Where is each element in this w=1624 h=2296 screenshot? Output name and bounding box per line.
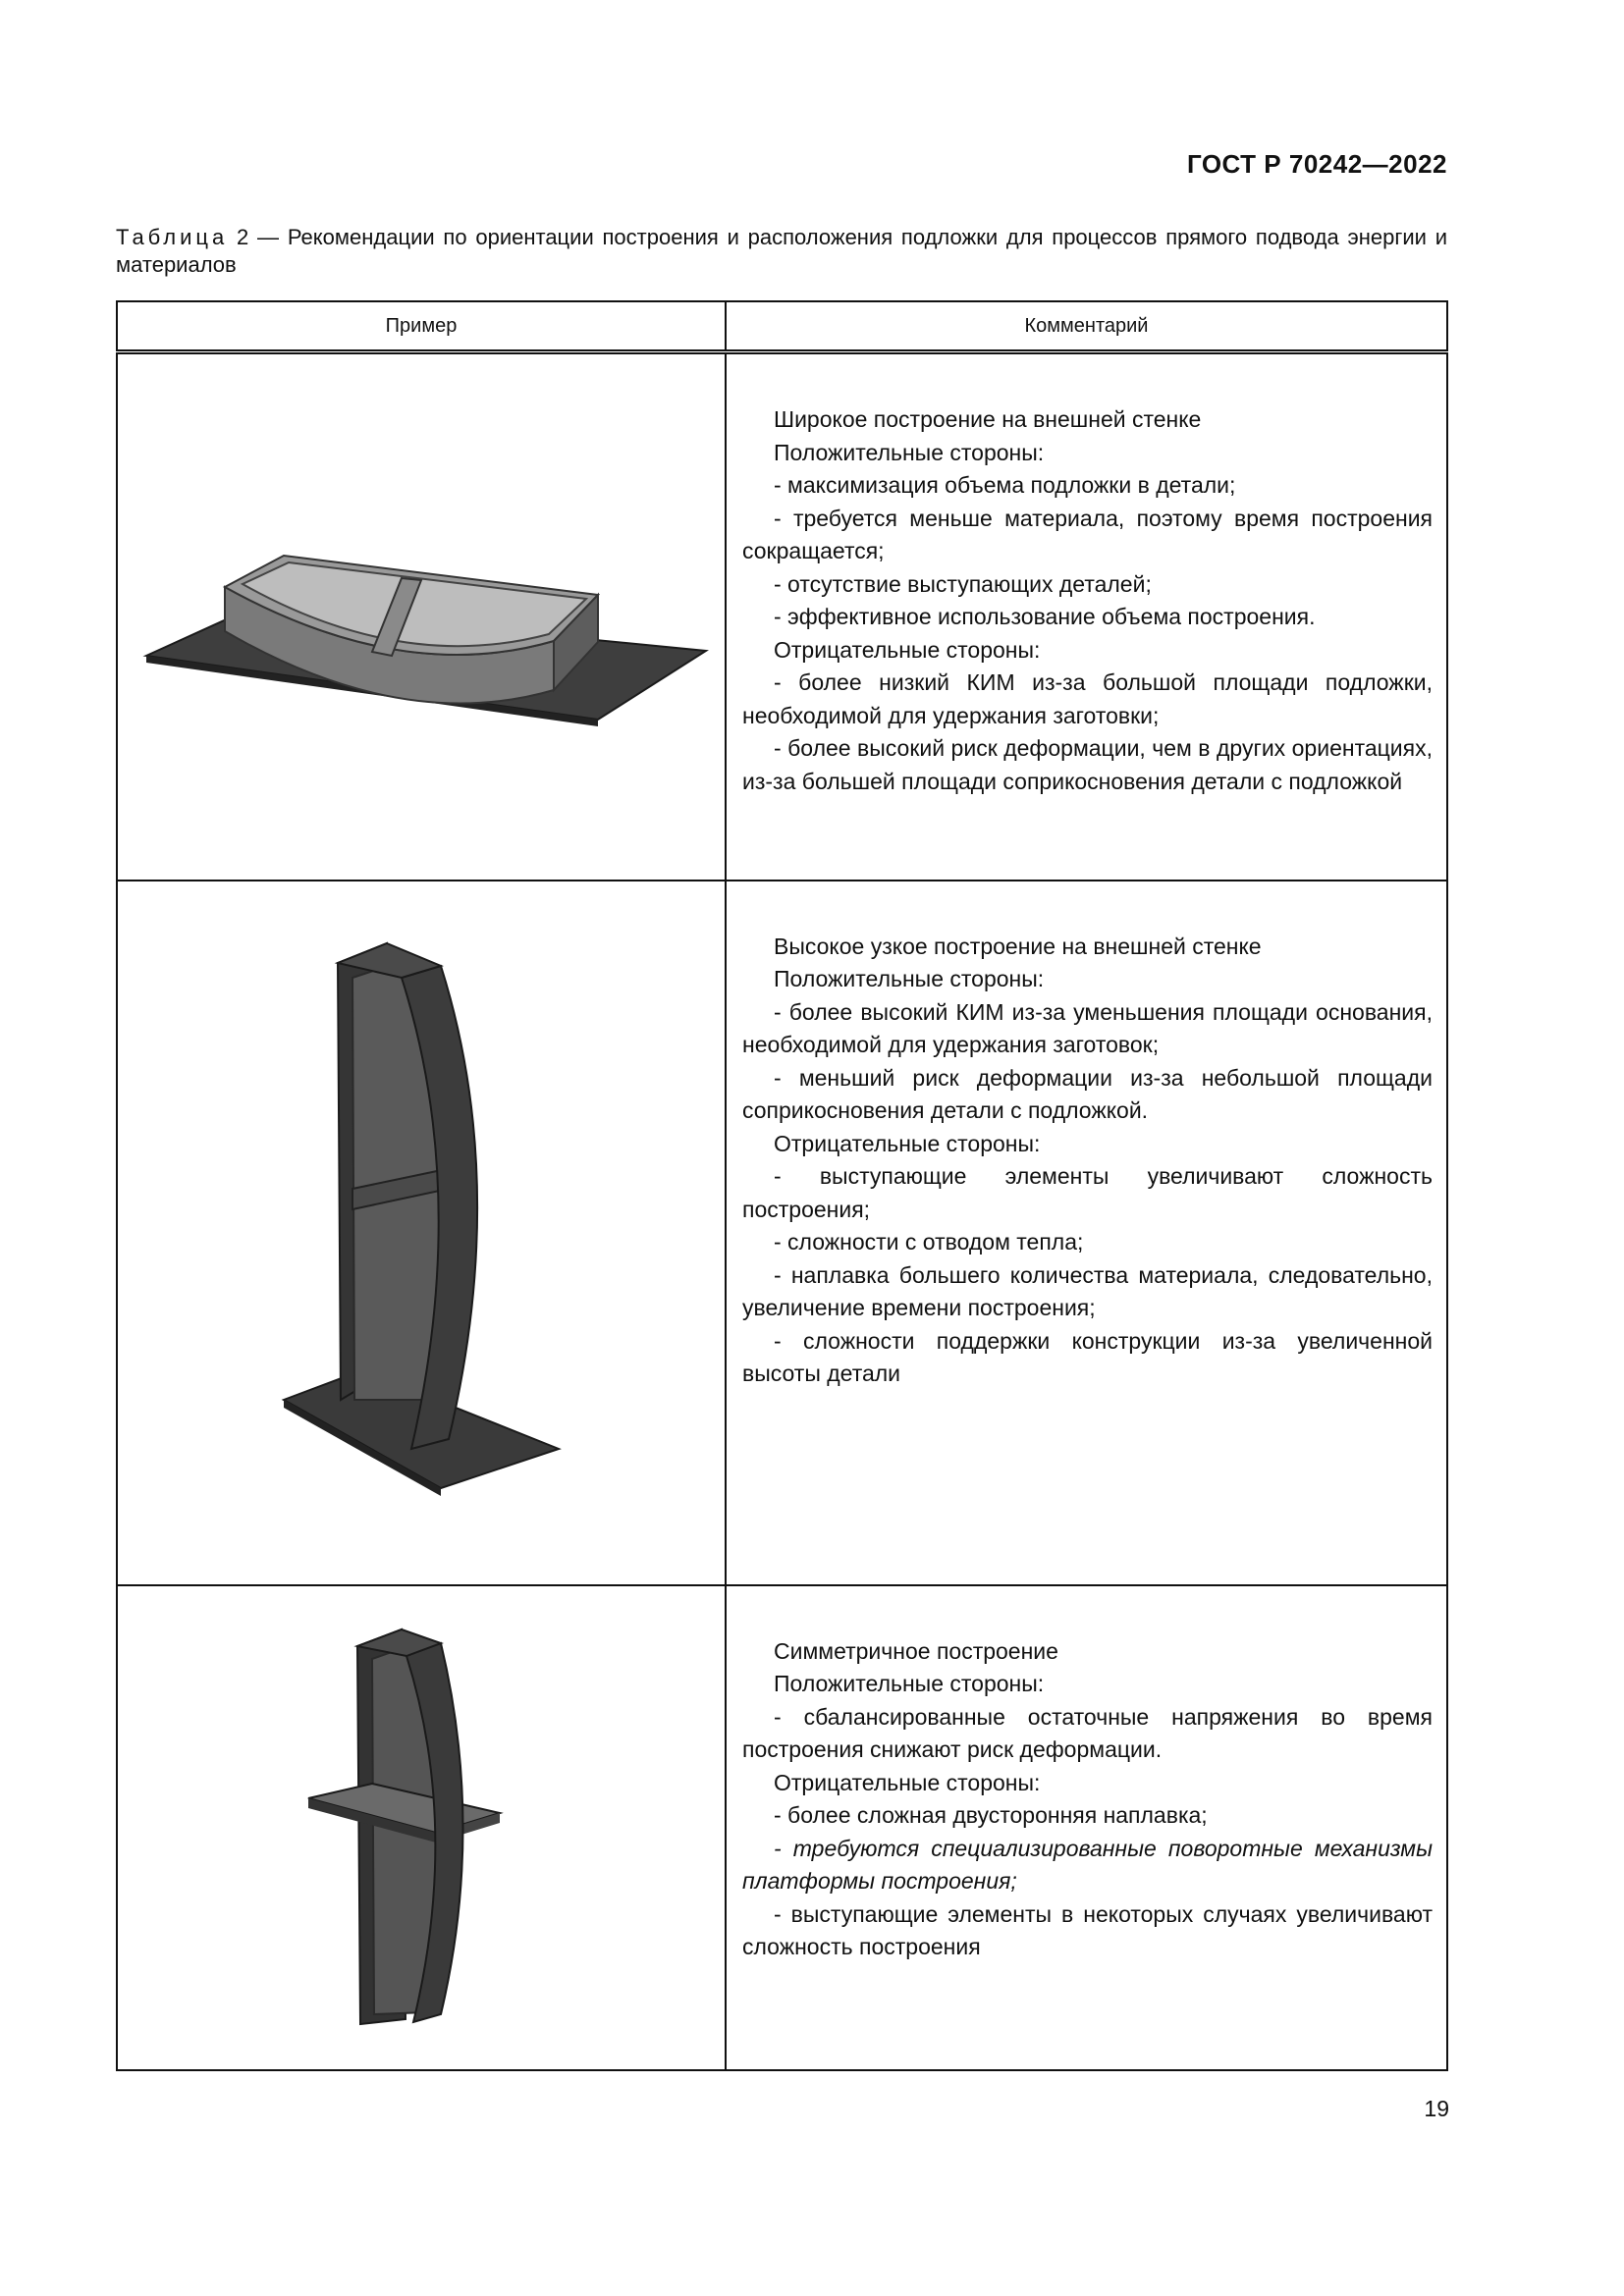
comment-line: - отсутствие выступающих деталей; <box>774 570 1152 597</box>
standard-code: ГОСТ Р 70242—2022 <box>1186 149 1447 179</box>
comment-line: - максимизация объема подложки в детали; <box>774 472 1236 498</box>
comment-line: Широкое построение на внешней стенке <box>774 406 1202 432</box>
comment-line: Отрицательные стороны: <box>774 636 1041 663</box>
figure-cell <box>117 352 726 881</box>
comment-line: Отрицательные стороны: <box>774 1769 1041 1795</box>
comment-line: - более высокий КИМ из-за уменьшения площади основания, необходимой для удержания заготовок; <box>742 998 1433 1057</box>
comment-line: - сложности с отводом тепла; <box>774 1229 1084 1255</box>
wide-build-figure <box>127 469 716 764</box>
page-number: 19 <box>1424 2096 1449 2121</box>
comment-line: - меньший риск деформации из-за небольшой площади соприкосновения детали с подложкой. <box>742 1064 1433 1123</box>
table-row <box>117 881 1447 1585</box>
comment-line: - более высокий риск деформации, чем в других ориентациях, из-за большей площади соприкосновения детали с подложкой <box>742 735 1433 794</box>
comment-line: - эффективное использование объема построения. <box>774 604 1316 629</box>
comment-cell <box>726 1585 1447 2070</box>
comment-line: - требуются специализированные поворотные механизмы платформы построения; <box>742 1835 1433 1894</box>
comment-line: - выступающие элементы увеличивают сложность построения; <box>742 1163 1433 1222</box>
comment-line: - выступающие элементы в некоторых случаях увеличивают сложность построения <box>742 1900 1433 1959</box>
comment-cell <box>726 881 1447 1585</box>
tall-narrow-build-figure <box>274 938 568 1527</box>
table-row <box>117 1585 1447 2070</box>
comment-line: Симметричное построение <box>774 1637 1058 1664</box>
orientation-table <box>116 300 1448 2071</box>
comment-line: - более сложная двусторонняя наплавка; <box>774 1802 1208 1828</box>
table-header-row <box>117 301 1447 352</box>
table-caption-label: Таблица <box>116 225 229 249</box>
comment-line: Положительные стороны: <box>774 1671 1045 1696</box>
comment-line: - требуется меньше материала, поэтому время построения сокращается; <box>742 505 1433 563</box>
comment-line: - сбалансированные остаточные напряжения во время построения снижают риск деформации. <box>742 1703 1433 1762</box>
comment-line: Положительные стороны: <box>774 966 1045 991</box>
comment-line: Высокое узкое построение на внешней стенке <box>774 933 1262 959</box>
table-caption <box>116 224 1447 279</box>
table-row <box>117 352 1447 881</box>
comment-line: - наплавка большего количества материала, следовательно, увеличение времени построения; <box>742 1261 1433 1320</box>
comment-line: - более низкий КИМ из-за большой площади подложки, необходимой для удержания заготовки; <box>742 669 1433 728</box>
comment-line: Положительные стороны: <box>774 439 1045 465</box>
column-header-comment: Комментарий <box>726 301 1447 352</box>
comment-line: Отрицательные стороны: <box>774 1130 1041 1156</box>
symmetric-build-figure <box>303 1622 539 2034</box>
comment-line: - сложности поддержки конструкции из-за увеличенной высоты детали <box>742 1327 1433 1386</box>
comment-cell <box>726 352 1447 881</box>
table-caption-text: 2 — Рекомендации по ориентации построения и расположения подложки для процессов прямого подвода энергии и материалов <box>116 225 1447 277</box>
column-header-example: Пример <box>117 301 726 352</box>
figure-cell <box>117 1585 726 2070</box>
figure-cell <box>117 881 726 1585</box>
